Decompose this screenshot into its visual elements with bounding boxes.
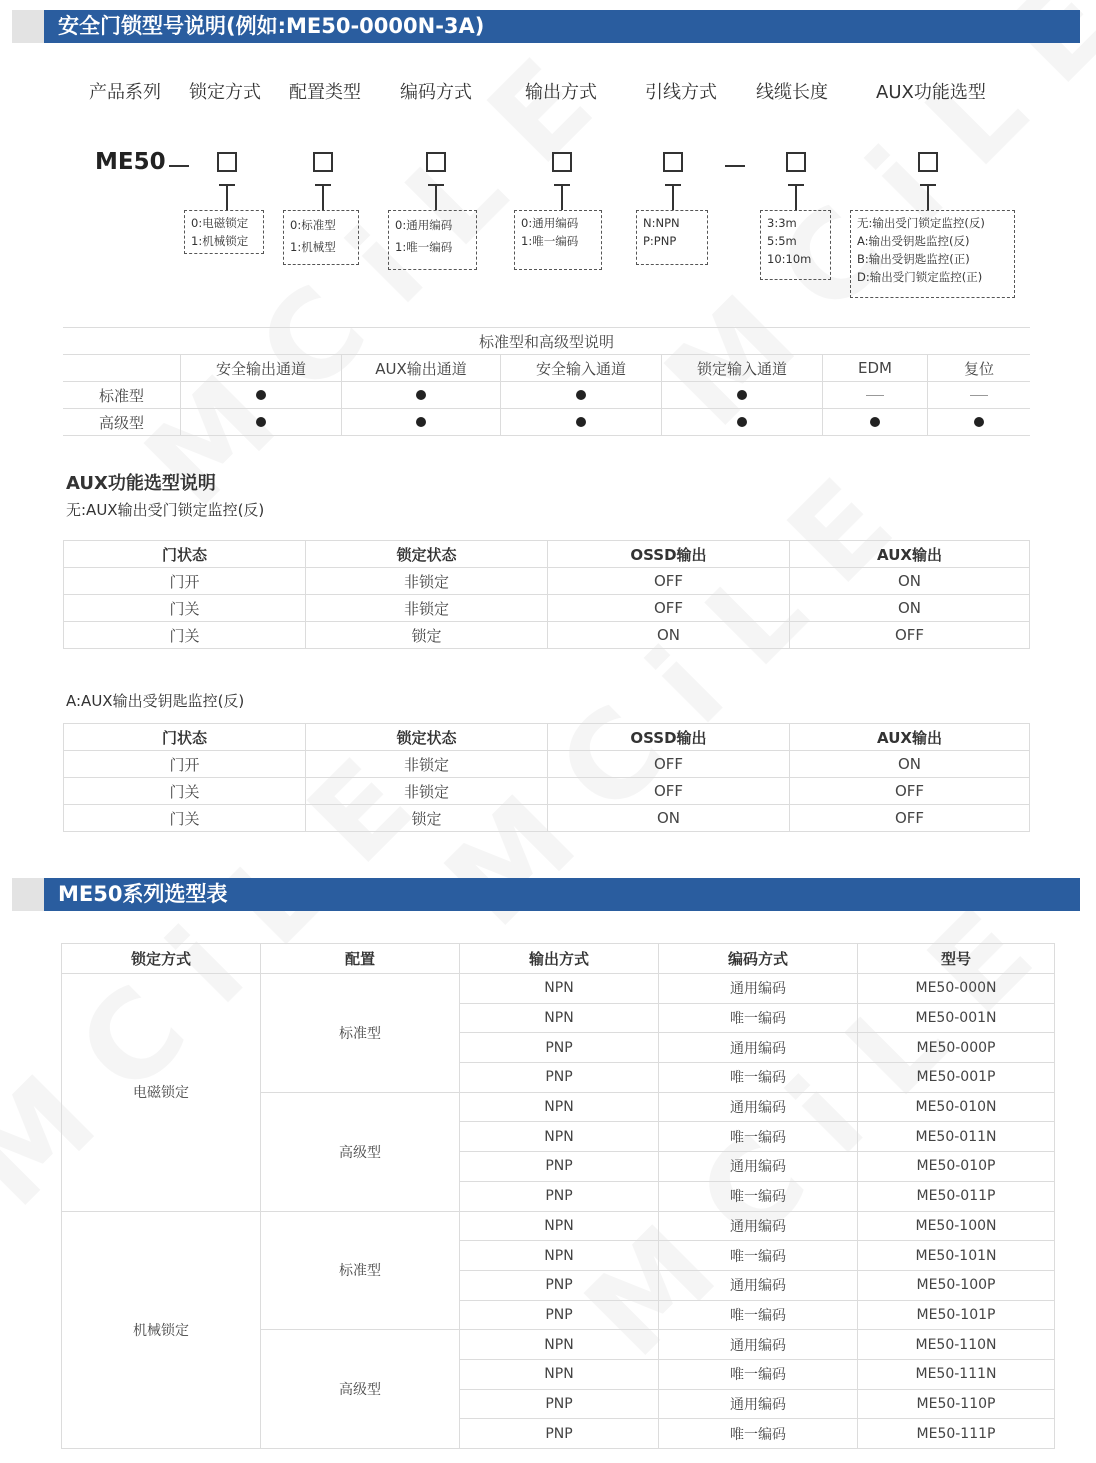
output-cell: PNP bbox=[460, 1152, 659, 1182]
category-label: 产品系列 bbox=[89, 82, 161, 103]
option-text: 1:唯一编码 bbox=[521, 234, 579, 248]
option-text: B:输出受钥匙监控(正) bbox=[857, 252, 970, 266]
coding-cell: 通用编码 bbox=[659, 1211, 858, 1241]
col-header: 锁定状态 bbox=[306, 541, 548, 568]
config-cell: 高级型 bbox=[261, 1330, 460, 1449]
filled-dot-icon bbox=[576, 390, 586, 400]
col-header: 锁定状态 bbox=[306, 724, 548, 751]
connector-tee bbox=[219, 184, 235, 210]
output-cell: NPN bbox=[460, 974, 659, 1004]
output-cell: PNP bbox=[460, 1063, 659, 1093]
dash-icon bbox=[970, 395, 988, 396]
selection-table bbox=[61, 943, 1055, 1449]
cell: 非锁定 bbox=[306, 595, 548, 622]
coding-cell: 通用编码 bbox=[659, 1389, 858, 1419]
output-cell: NPN bbox=[460, 1330, 659, 1360]
code-box bbox=[663, 152, 683, 172]
connector-tee bbox=[665, 184, 681, 210]
output-cell: PNP bbox=[460, 1181, 659, 1211]
category-label: 线缆长度 bbox=[756, 82, 828, 103]
cell: 门关 bbox=[64, 622, 306, 649]
table-row bbox=[64, 568, 1030, 595]
option-box-aux bbox=[850, 210, 1015, 298]
filled-dot-icon bbox=[256, 390, 266, 400]
filled-dot-icon bbox=[576, 417, 586, 427]
cell: 非锁定 bbox=[306, 778, 548, 805]
cell: 非锁定 bbox=[306, 568, 548, 595]
model-cell: ME50-001P bbox=[858, 1063, 1055, 1093]
model-cell: ME50-000N bbox=[858, 974, 1055, 1004]
code-box bbox=[426, 152, 446, 172]
option-box-wiring bbox=[636, 210, 708, 265]
table-corner-cell bbox=[63, 355, 181, 382]
cell: ON bbox=[790, 751, 1030, 778]
option-text: P:PNP bbox=[643, 234, 677, 248]
col-header: EDM bbox=[823, 355, 928, 382]
option-text: 1:机械锁定 bbox=[191, 234, 249, 248]
category-label: 锁定方式 bbox=[189, 82, 261, 103]
cell: 门关 bbox=[64, 805, 306, 832]
config-cell: 高级型 bbox=[261, 1092, 460, 1211]
coding-cell: 通用编码 bbox=[659, 1270, 858, 1300]
model-cell: ME50-011N bbox=[858, 1122, 1055, 1152]
aux-none-table bbox=[63, 540, 1030, 649]
table-row bbox=[64, 622, 1030, 649]
table-row bbox=[64, 751, 1030, 778]
model-cell: ME50-111P bbox=[858, 1419, 1055, 1449]
cell: OFF bbox=[548, 778, 790, 805]
cell: OFF bbox=[548, 568, 790, 595]
cell: 门开 bbox=[64, 568, 306, 595]
option-text: A:输出受钥匙监控(反) bbox=[857, 234, 970, 248]
filled-dot-icon bbox=[416, 390, 426, 400]
option-box-output bbox=[514, 210, 602, 270]
filled-dot-icon bbox=[416, 417, 426, 427]
code-box bbox=[918, 152, 938, 172]
option-text: 无:输出受门锁定监控(反) bbox=[857, 216, 985, 230]
aux-section-title: AUX功能选型说明 bbox=[66, 473, 216, 494]
category-label: 编码方式 bbox=[400, 82, 472, 103]
model-cell: ME50-001N bbox=[858, 1003, 1055, 1033]
cell: OFF bbox=[790, 805, 1030, 832]
model-cell: ME50-111N bbox=[858, 1359, 1055, 1389]
code-box bbox=[786, 152, 806, 172]
col-header: OSSD输出 bbox=[548, 724, 790, 751]
table-row bbox=[63, 409, 1030, 436]
cell: OFF bbox=[790, 778, 1030, 805]
cell: OFF bbox=[548, 751, 790, 778]
header-tab-accent bbox=[12, 878, 44, 911]
model-cell: ME50-010P bbox=[858, 1152, 1055, 1182]
coding-cell: 唯一编码 bbox=[659, 1181, 858, 1211]
output-cell: NPN bbox=[460, 1003, 659, 1033]
option-box-lock-type bbox=[184, 210, 264, 254]
category-label: 引线方式 bbox=[645, 82, 717, 103]
coding-cell: 通用编码 bbox=[659, 974, 858, 1004]
option-text: 0:电磁锁定 bbox=[191, 216, 249, 230]
output-cell: NPN bbox=[460, 1211, 659, 1241]
code-box bbox=[313, 152, 333, 172]
model-cell: ME50-101N bbox=[858, 1241, 1055, 1271]
row-label: 高级型 bbox=[63, 409, 181, 436]
cell: OFF bbox=[548, 595, 790, 622]
cell: 非锁定 bbox=[306, 751, 548, 778]
col-header: AUX输出 bbox=[790, 541, 1030, 568]
option-text: 3:3m bbox=[767, 216, 797, 230]
coding-cell: 通用编码 bbox=[659, 1152, 858, 1182]
option-text: 0:通用编码 bbox=[521, 216, 579, 230]
table-row bbox=[64, 805, 1030, 832]
model-prefix: ME50 bbox=[95, 149, 166, 175]
table-row bbox=[63, 382, 1030, 409]
connector-tee bbox=[788, 184, 804, 210]
option-text: 1:唯一编码 bbox=[395, 240, 453, 254]
cell: OFF bbox=[790, 622, 1030, 649]
coding-cell: 通用编码 bbox=[659, 1033, 858, 1063]
table-row bbox=[64, 595, 1030, 622]
model-cell: ME50-100N bbox=[858, 1211, 1055, 1241]
connector-tee bbox=[315, 184, 331, 210]
option-text: 1:机械型 bbox=[290, 240, 336, 254]
col-header: 安全输出通道 bbox=[181, 355, 342, 382]
code-box bbox=[552, 152, 572, 172]
col-header: 输出方式 bbox=[460, 944, 659, 974]
config-cell: 标准型 bbox=[261, 974, 460, 1093]
coding-cell: 唯一编码 bbox=[659, 1300, 858, 1330]
option-text: N:NPN bbox=[643, 216, 680, 230]
col-header: 锁定输入通道 bbox=[662, 355, 823, 382]
connector-tee bbox=[920, 184, 936, 210]
option-box-coding bbox=[388, 210, 477, 270]
model-cell: ME50-000P bbox=[858, 1033, 1055, 1063]
cell: ON bbox=[790, 595, 1030, 622]
col-header: AUX输出通道 bbox=[342, 355, 501, 382]
output-cell: PNP bbox=[460, 1389, 659, 1419]
filled-dot-icon bbox=[737, 417, 747, 427]
separator-dash bbox=[169, 165, 189, 167]
table-row bbox=[62, 974, 1055, 1004]
coding-cell: 唯一编码 bbox=[659, 1063, 858, 1093]
table-row bbox=[62, 1211, 1055, 1241]
output-cell: PNP bbox=[460, 1270, 659, 1300]
output-cell: NPN bbox=[460, 1241, 659, 1271]
coding-cell: 通用编码 bbox=[659, 1092, 858, 1122]
cell: 锁定 bbox=[306, 622, 548, 649]
filled-dot-icon bbox=[974, 417, 984, 427]
coding-cell: 唯一编码 bbox=[659, 1122, 858, 1152]
separator-dash bbox=[725, 165, 745, 167]
aux-a-table bbox=[63, 723, 1030, 832]
model-cell: ME50-010N bbox=[858, 1092, 1055, 1122]
connector-tee bbox=[428, 184, 444, 210]
section-title: ME50系列选型表 bbox=[58, 882, 228, 906]
connector-tee bbox=[554, 184, 570, 210]
option-text: 5:5m bbox=[767, 234, 797, 248]
section-header-selection bbox=[12, 878, 1080, 911]
std-adv-table bbox=[63, 327, 1030, 436]
option-text: D:输出受门锁定监控(正) bbox=[857, 270, 983, 284]
table-title: 标准型和高级型说明 bbox=[63, 328, 1030, 355]
config-cell: 标准型 bbox=[261, 1211, 460, 1330]
category-label: AUX功能选型 bbox=[876, 82, 986, 103]
coding-cell: 唯一编码 bbox=[659, 1003, 858, 1033]
option-text: 0:通用编码 bbox=[395, 218, 453, 232]
coding-cell: 唯一编码 bbox=[659, 1419, 858, 1449]
coding-cell: 唯一编码 bbox=[659, 1359, 858, 1389]
output-cell: PNP bbox=[460, 1300, 659, 1330]
option-text: 10:10m bbox=[767, 252, 812, 266]
coding-cell: 唯一编码 bbox=[659, 1241, 858, 1271]
table-row bbox=[64, 778, 1030, 805]
filled-dot-icon bbox=[256, 417, 266, 427]
dash-icon bbox=[866, 395, 884, 396]
cell: ON bbox=[548, 622, 790, 649]
section-header-model-explanation bbox=[12, 10, 1080, 43]
watermark bbox=[420, 426, 948, 954]
cell: 门开 bbox=[64, 751, 306, 778]
model-cell: ME50-110P bbox=[858, 1389, 1055, 1419]
filled-dot-icon bbox=[870, 417, 880, 427]
lock-type-cell: 机械锁定 bbox=[62, 1211, 261, 1449]
model-cell: ME50-101P bbox=[858, 1300, 1055, 1330]
col-header: 配置 bbox=[261, 944, 460, 974]
option-text: 0:标准型 bbox=[290, 218, 336, 232]
col-header: OSSD输出 bbox=[548, 541, 790, 568]
category-label: 配置类型 bbox=[289, 82, 361, 103]
output-cell: NPN bbox=[460, 1359, 659, 1389]
cell: 门关 bbox=[64, 595, 306, 622]
row-label: 标准型 bbox=[63, 382, 181, 409]
lock-type-cell: 电磁锁定 bbox=[62, 974, 261, 1212]
option-box-config bbox=[283, 210, 359, 265]
output-cell: NPN bbox=[460, 1122, 659, 1152]
col-header: 复位 bbox=[928, 355, 1031, 382]
cell: 门关 bbox=[64, 778, 306, 805]
col-header: 锁定方式 bbox=[62, 944, 261, 974]
header-tab-accent bbox=[12, 10, 44, 43]
model-cell: ME50-100P bbox=[858, 1270, 1055, 1300]
section-title: 安全门锁型号说明(例如:ME50-0000N-3A) bbox=[58, 14, 485, 38]
output-cell: PNP bbox=[460, 1033, 659, 1063]
output-cell: PNP bbox=[460, 1419, 659, 1449]
col-header: 编码方式 bbox=[659, 944, 858, 974]
col-header: 型号 bbox=[858, 944, 1055, 974]
code-box bbox=[217, 152, 237, 172]
col-header: 门状态 bbox=[64, 541, 306, 568]
col-header: 安全输入通道 bbox=[501, 355, 662, 382]
model-cell: ME50-011P bbox=[858, 1181, 1055, 1211]
aux-none-label: 无:AUX输出受门锁定监控(反) bbox=[66, 501, 265, 519]
cell: 锁定 bbox=[306, 805, 548, 832]
option-box-cable-length bbox=[760, 210, 831, 280]
aux-a-label: A:AUX输出受钥匙监控(反) bbox=[66, 692, 245, 710]
cell: ON bbox=[548, 805, 790, 832]
col-header: AUX输出 bbox=[790, 724, 1030, 751]
output-cell: NPN bbox=[460, 1092, 659, 1122]
model-cell: ME50-110N bbox=[858, 1330, 1055, 1360]
cell: ON bbox=[790, 568, 1030, 595]
col-header: 门状态 bbox=[64, 724, 306, 751]
coding-cell: 通用编码 bbox=[659, 1330, 858, 1360]
filled-dot-icon bbox=[737, 390, 747, 400]
category-label: 输出方式 bbox=[525, 82, 597, 103]
